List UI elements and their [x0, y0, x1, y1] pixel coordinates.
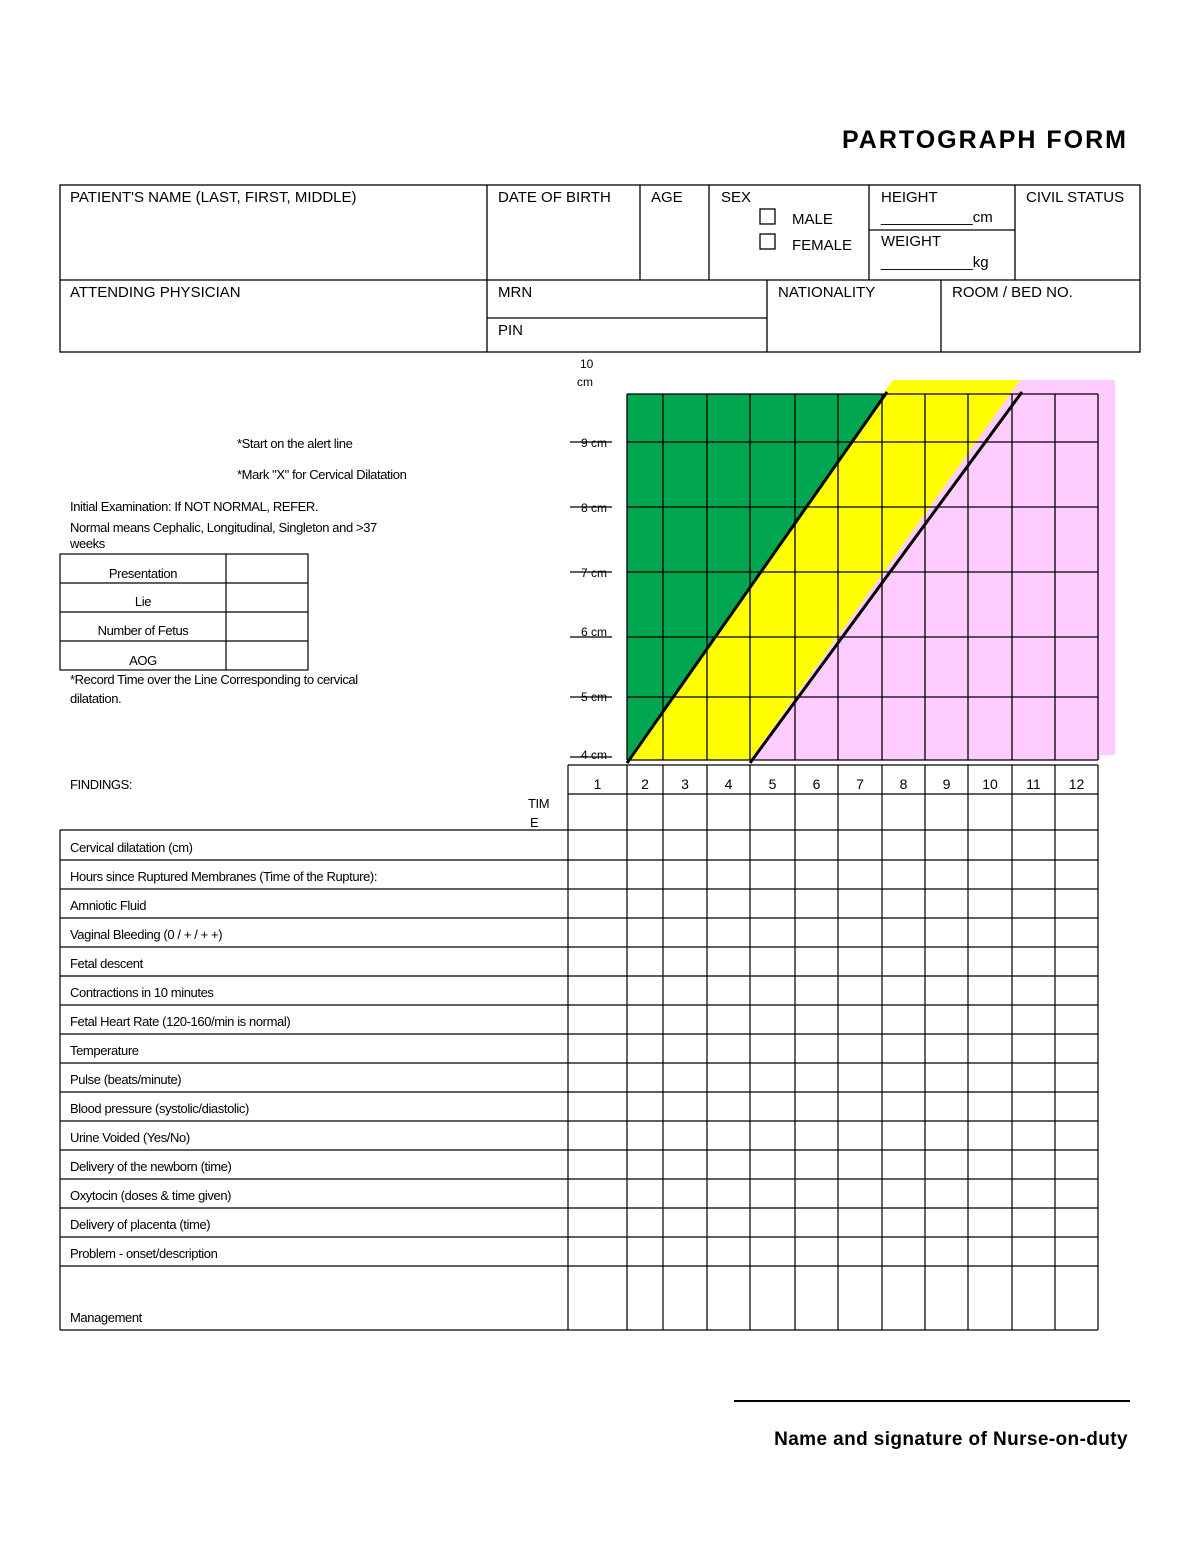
exam-row-presentation: Presentation	[108, 566, 178, 581]
initial-exam-note: Initial Examination: If NOT NORMAL, REFER.	[70, 499, 319, 514]
findings-row-label: Fetal descent	[70, 956, 143, 971]
findings-row-label: Blood pressure (systolic/diastolic)	[70, 1101, 249, 1116]
y-label-4cm: 4 cm	[581, 748, 608, 762]
findings-label: FINDINGS:	[70, 777, 133, 792]
y-label-7cm: 7 cm	[581, 566, 608, 580]
patient-info-grid	[0, 0, 1200, 370]
cervicograph	[0, 350, 1200, 770]
findings-row-label: Delivery of placenta (time)	[70, 1217, 211, 1232]
hour-label-10: 10	[982, 776, 998, 792]
hour-label-1: 1	[593, 776, 602, 792]
y-label-5cm: 5 cm	[581, 690, 608, 704]
hour-label-12: 12	[1068, 776, 1085, 792]
signature-label: Name and signature of Nurse-on-duty	[774, 1429, 1128, 1450]
height-field[interactable]: ___________cm	[881, 209, 993, 226]
signature-line[interactable]	[734, 1400, 1130, 1402]
age-label: AGE	[651, 189, 683, 206]
hour-label-11: 11	[1026, 776, 1041, 792]
hour-label-2: 2	[641, 776, 649, 792]
findings-row-label: Oxytocin (doses & time given)	[70, 1188, 232, 1203]
hour-label-6: 6	[812, 776, 821, 792]
normal-means-note: Normal means Cephalic, Longitudinal, Singleton and >37	[70, 520, 377, 535]
normal-means-note-cont: weeks	[70, 536, 105, 551]
findings-row-label: Fetal Heart Rate (120-160/min is normal)	[70, 1014, 291, 1029]
y-label-9cm: 9 cm	[581, 436, 608, 450]
findings-row-label: Pulse (beats/minute)	[70, 1072, 182, 1087]
exam-row-lie: Lie	[134, 594, 152, 609]
time-label: TIM	[528, 796, 550, 811]
time-label-cont: E	[530, 815, 539, 830]
record-time-note: *Record Time over the Line Corresponding to cervical	[70, 672, 358, 687]
female-checkbox[interactable]	[760, 234, 775, 249]
y-label-10-bottom: cm	[577, 375, 593, 389]
civil-status-label: CIVIL STATUS	[1026, 189, 1125, 206]
mrn-label: MRN	[498, 284, 533, 301]
findings-row-label: Vaginal Bleeding (0 / + / + +)	[70, 927, 223, 942]
male-checkbox[interactable]	[760, 209, 775, 224]
exam-row-aog: AOG	[129, 653, 157, 668]
hour-label-3: 3	[681, 776, 689, 792]
height-label: HEIGHT	[881, 189, 938, 206]
findings-row-label: Cervical dilatation (cm)	[70, 840, 193, 855]
y-label-8cm: 8 cm	[581, 501, 608, 515]
room-bed-label: ROOM / BED NO.	[952, 284, 1073, 301]
findings-row-label: Amniotic Fluid	[70, 898, 147, 913]
record-time-note-cont: dilatation.	[70, 691, 122, 706]
weight-label: WEIGHT	[881, 233, 941, 250]
hour-label-8: 8	[899, 776, 908, 792]
exam-row-number-of-fetus: Number of Fetus	[97, 623, 189, 638]
y-label-6cm: 6 cm	[581, 625, 608, 639]
y-label-10-top: 10	[580, 357, 594, 371]
sex-label: SEX	[721, 189, 752, 206]
female-label: FEMALE	[792, 237, 853, 254]
findings-row-label: Temperature	[70, 1043, 139, 1058]
hour-label-4: 4	[724, 776, 733, 792]
form-title: PARTOGRAPH FORM	[841, 126, 1128, 154]
start-alert-note: *Start on the alert line	[237, 436, 353, 451]
hour-label-9: 9	[942, 776, 951, 792]
findings-row-label: Urine Voided (Yes/No)	[70, 1130, 190, 1145]
findings-row-label: Delivery of the newborn (time)	[70, 1159, 232, 1174]
patient-name-label: PATIENT'S NAME (LAST, FIRST, MIDDLE)	[70, 189, 357, 206]
findings-row-label: Problem - onset/description	[70, 1246, 218, 1261]
findings-row-label: Hours since Ruptured Membranes (Time of the Rupture):	[70, 869, 378, 884]
date-of-birth-label: DATE OF BIRTH	[498, 189, 611, 206]
pin-label: PIN	[498, 322, 524, 339]
findings-row-label: Contractions in 10 minutes	[70, 985, 214, 1000]
nationality-label: NATIONALITY	[778, 284, 876, 301]
mark-x-note: *Mark "X" for Cervical Dilatation	[237, 467, 407, 482]
hour-label-5: 5	[768, 776, 777, 792]
male-label: MALE	[792, 211, 833, 228]
attending-physician-label: ATTENDING PHYSICIAN	[70, 284, 241, 301]
findings-row-label: Management	[70, 1310, 142, 1325]
hour-label-7: 7	[856, 776, 864, 792]
weight-field[interactable]: ___________kg	[881, 254, 989, 271]
